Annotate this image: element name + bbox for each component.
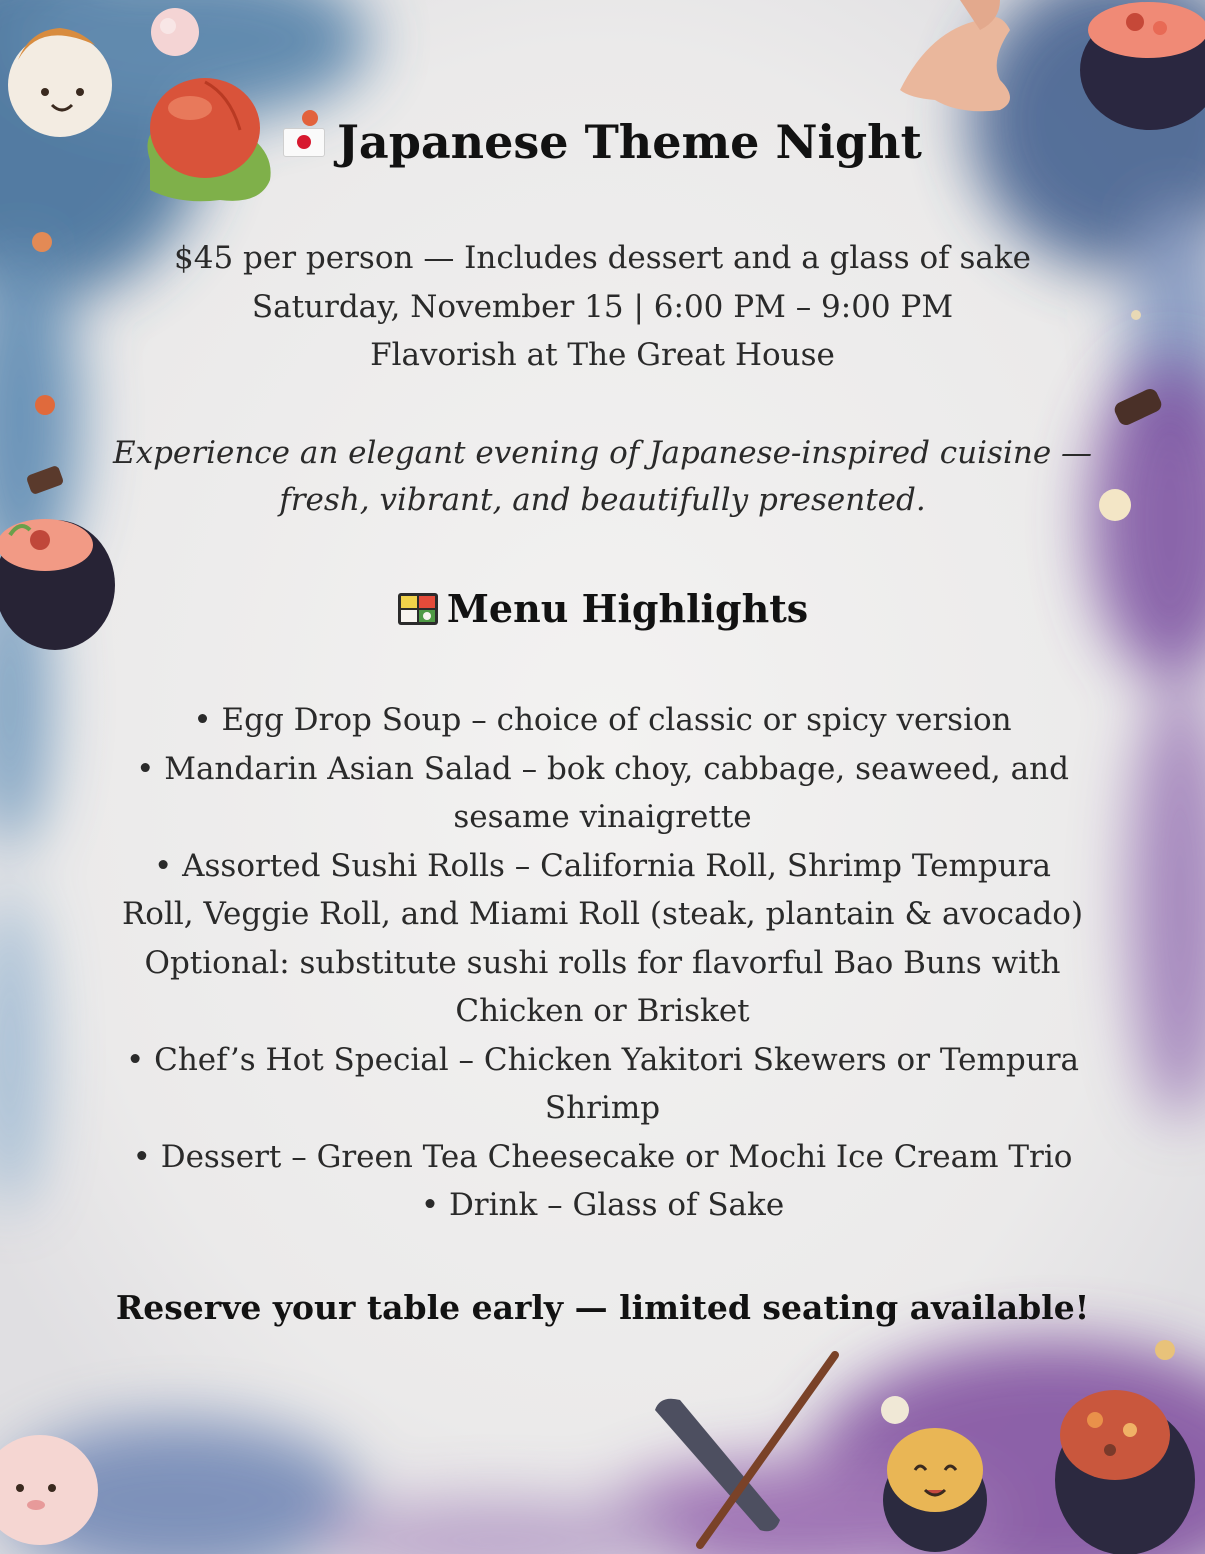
event-title-text: Japanese Theme Night <box>337 115 922 169</box>
menu-heading-text: Menu Highlights <box>446 586 809 631</box>
menu-item-sushi-rolls: • Assorted Sushi Rolls – California Roll, Shrimp Tempura Roll, Veggie Roll, and Miami Roll (steak, plantain & avocado) <box>121 847 1084 932</box>
menu-item-chefs-special: • Chef’s Hot Special – Chicken Yakitori Skewers or Tempura Shrimp <box>125 1041 1079 1126</box>
reservation-call-to-action: Reserve your table early — limited seating available! <box>115 1288 1090 1327</box>
menu-item-egg-drop-soup: • Egg Drop Soup – choice of classic or spicy version <box>193 702 1012 738</box>
event-intro <box>0 430 1205 524</box>
japan-flag-icon <box>283 128 325 157</box>
intro-line-2: fresh, vibrant, and beautifully presented. <box>279 482 926 518</box>
menu-item-dessert: • Dessert – Green Tea Cheesecake or Mochi Ice Cream Trio <box>132 1138 1073 1175</box>
intro-line-1: Experience an elegant evening of Japanese-inspired cuisine — <box>112 435 1093 471</box>
event-info <box>0 234 1205 380</box>
date-line: Saturday, November 15 | 6:00 PM – 9:00 PM <box>251 288 954 325</box>
menu-item-optional-bao-buns: Optional: substitute sushi rolls for flavorful Bao Buns with Chicken or Brisket <box>144 944 1061 1029</box>
menu-item-drink: • Drink – Glass of Sake <box>420 1187 785 1223</box>
event-title <box>0 115 1205 169</box>
menu-item-mandarin-salad: • Mandarin Asian Salad – bok choy, cabbage, seaweed, and sesame vinaigrette <box>136 750 1069 835</box>
menu-list <box>120 696 1085 1230</box>
bento-box-icon <box>397 592 439 626</box>
price-line: $45 per person — Includes dessert and a glass of sake <box>174 240 1031 276</box>
venue-line: Flavorish at The Great House <box>370 337 835 373</box>
menu-heading <box>0 586 1205 631</box>
